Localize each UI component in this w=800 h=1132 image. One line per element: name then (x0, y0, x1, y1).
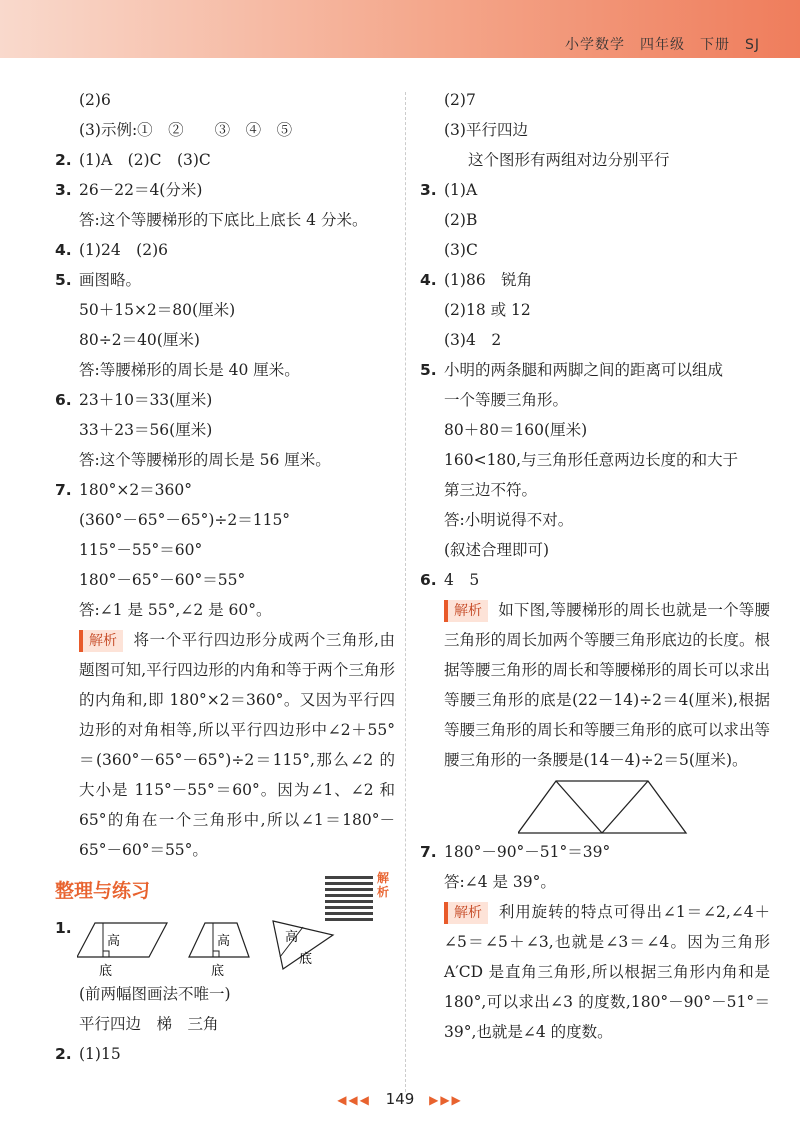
answer-line: 平行四边 梯 三角 (79, 1015, 219, 1033)
answer-line: (3)平行四边 (444, 121, 528, 139)
answer-line: 4. (1)86 锐角 (420, 265, 770, 295)
header-banner (0, 0, 800, 58)
next-arrows-icon: ▶▶▶ (429, 1093, 463, 1107)
question-number: 7. (55, 481, 72, 499)
question-number: 6. (420, 571, 437, 589)
answer-line: 115°－55°＝60° (79, 541, 203, 559)
answer-line: 6. 4 5 (420, 565, 770, 595)
analysis-text: 利用旋转的特点可得出∠1＝∠2,∠4＋∠5＝∠5＋∠3,也就是∠3＝∠4。因为三角形 A′CD 是直角三角形,所以根据三角形内角和是 180°,可以求出∠3 的度数,180°－90°－51°＝39°,也就是∠4 的度数。 (444, 903, 770, 1041)
question-number: 5. (55, 271, 72, 289)
height-label: 高 (285, 930, 299, 945)
base-label: 底 (211, 964, 225, 979)
question-number: 2. (55, 151, 72, 169)
header-text: 小学数学 四年级 下册 SJ (564, 37, 760, 53)
left-column (55, 85, 395, 1069)
answer-line: 答:这个等腰梯形的周长是 56 厘米。 (79, 451, 331, 469)
analysis-block (55, 625, 395, 865)
section-title: 整理与练习 (55, 880, 151, 902)
analysis-tag: 解析 (444, 600, 488, 622)
trapezoid-figure-row (420, 775, 770, 837)
answer-line: 一个等腰三角形。 (444, 391, 569, 409)
answer-line: 5. 小明的两条腿和两脚之间的距离可以组成 (420, 355, 770, 385)
analysis-tag: 解析 (79, 630, 123, 652)
answer-line: (叙述合理即可) (444, 541, 550, 559)
qr-label: 解析 (377, 871, 390, 899)
answer-line: (2)7 (444, 91, 476, 109)
prev-arrows-icon: ◀◀◀ (337, 1093, 371, 1107)
analysis-block (420, 595, 770, 775)
answer-line: 7. 180°×2＝360° (55, 475, 395, 505)
question-number: 4. (420, 271, 437, 289)
question-number: 7. (420, 843, 437, 861)
answer-line: 4. (1)24 (2)6 (55, 235, 395, 265)
answer-line: 3. (1)A (420, 175, 770, 205)
answer-line: (2)18 或 12 (444, 301, 531, 319)
answer-line: 3. 26－22＝4(分米) (55, 175, 395, 205)
trapezoid-figure (518, 777, 698, 837)
question-number: 3. (420, 181, 437, 199)
height-label: 高 (217, 934, 231, 949)
answer-line: 6. 23＋10＝33(厘米) (55, 385, 395, 415)
answer-line: 这个图形有两组对边分别平行 (468, 151, 670, 169)
answer-line: 33＋23＝56(厘米) (79, 421, 213, 439)
answer-line: 80＋80＝160(厘米) (444, 421, 588, 439)
question-number: 3. (55, 181, 72, 199)
answer-line: 答:等腰梯形的周长是 40 厘米。 (79, 361, 300, 379)
answer-line: 答:∠4 是 39°。 (444, 873, 556, 891)
shapes-figure (77, 917, 367, 979)
question-number: 5. (420, 361, 437, 379)
question-number: 1. (55, 919, 72, 937)
analysis-text: 将一个平行四边形分成两个三角形,由题图可知,平行四边形的内角和等于两个三角形的内角和,即 180°×2＝360°。又因为平行四边形的对角相等,所以平行四边形中∠2＋55°＝(360°－65°－65°)÷2＝115°,那么∠2 的大小是 115°－55°＝60°。因为∠1、∠2 和 65°的角在一个三角形中,所以∠1＝180°－65°－60°＝55°。 (79, 631, 395, 859)
answer-line: 180°－65°－60°＝55° (79, 571, 246, 589)
question-number: 2. (55, 1045, 72, 1063)
base-label: 底 (299, 952, 313, 967)
answer-line: 7. 180°－90°－51°＝39° (420, 837, 770, 867)
page-footer (0, 1090, 800, 1108)
page-number: 149 (385, 1090, 415, 1108)
question-number: 6. (55, 391, 72, 409)
section-title-row (55, 865, 395, 917)
question-number: 4. (55, 241, 72, 259)
answer-line: 答:这个等腰梯形的下底比上底长 4 分米。 (79, 211, 368, 229)
shapes-row (55, 917, 395, 979)
answer-line: (2)6 (79, 91, 111, 109)
column-divider (405, 92, 406, 1092)
answer-line: (3)C (444, 241, 478, 259)
answer-line: (前两幅图画法不唯一) (79, 985, 231, 1003)
answer-line: 50＋15×2＝80(厘米) (79, 301, 236, 319)
answer-line: 80÷2＝40(厘米) (79, 331, 200, 349)
answer-line: (360°－65°－65°)÷2＝115° (79, 511, 291, 529)
answer-line: 答:∠1 是 55°,∠2 是 60°。 (79, 601, 272, 619)
analysis-block (420, 897, 770, 1047)
answer-line: (3)4 2 (444, 331, 502, 349)
right-column (420, 85, 770, 1047)
answer-line: 第三边不符。 (444, 481, 538, 499)
answer-line: (3)示例:① ② ③ ④ ⑤ (79, 121, 293, 139)
analysis-text: 如下图,等腰梯形的周长也就是一个等腰三角形的周长加两个等腰三角形底边的长度。根据等腰三角形的周长和等腰梯形的周长可以求出等腰三角形的底是(22－14)÷2＝4(厘米),根据等腰三角形的周长和等腰三角形的底可以求出等腰三角形的一条腰是(14－4)÷2＝5(厘米)。 (444, 601, 770, 769)
parallelogram-shape (77, 923, 167, 979)
base-label: 底 (99, 964, 113, 979)
qr-code-icon[interactable] (325, 873, 373, 921)
answer-line: 160<180,与三角形任意两边长度的和大于 (444, 451, 739, 469)
answer-line: 2. (1)15 (55, 1039, 395, 1069)
answer-line: (2)B (444, 211, 478, 229)
trapezoid-shape (189, 923, 249, 979)
answer-line: 2. (1)A (2)C (3)C (55, 145, 395, 175)
answer-line: 答:小明说得不对。 (444, 511, 574, 529)
triangle-shape (273, 921, 333, 969)
answer-line: 5. 画图略。 (55, 265, 395, 295)
analysis-tag: 解析 (444, 902, 488, 924)
height-label: 高 (107, 934, 121, 949)
